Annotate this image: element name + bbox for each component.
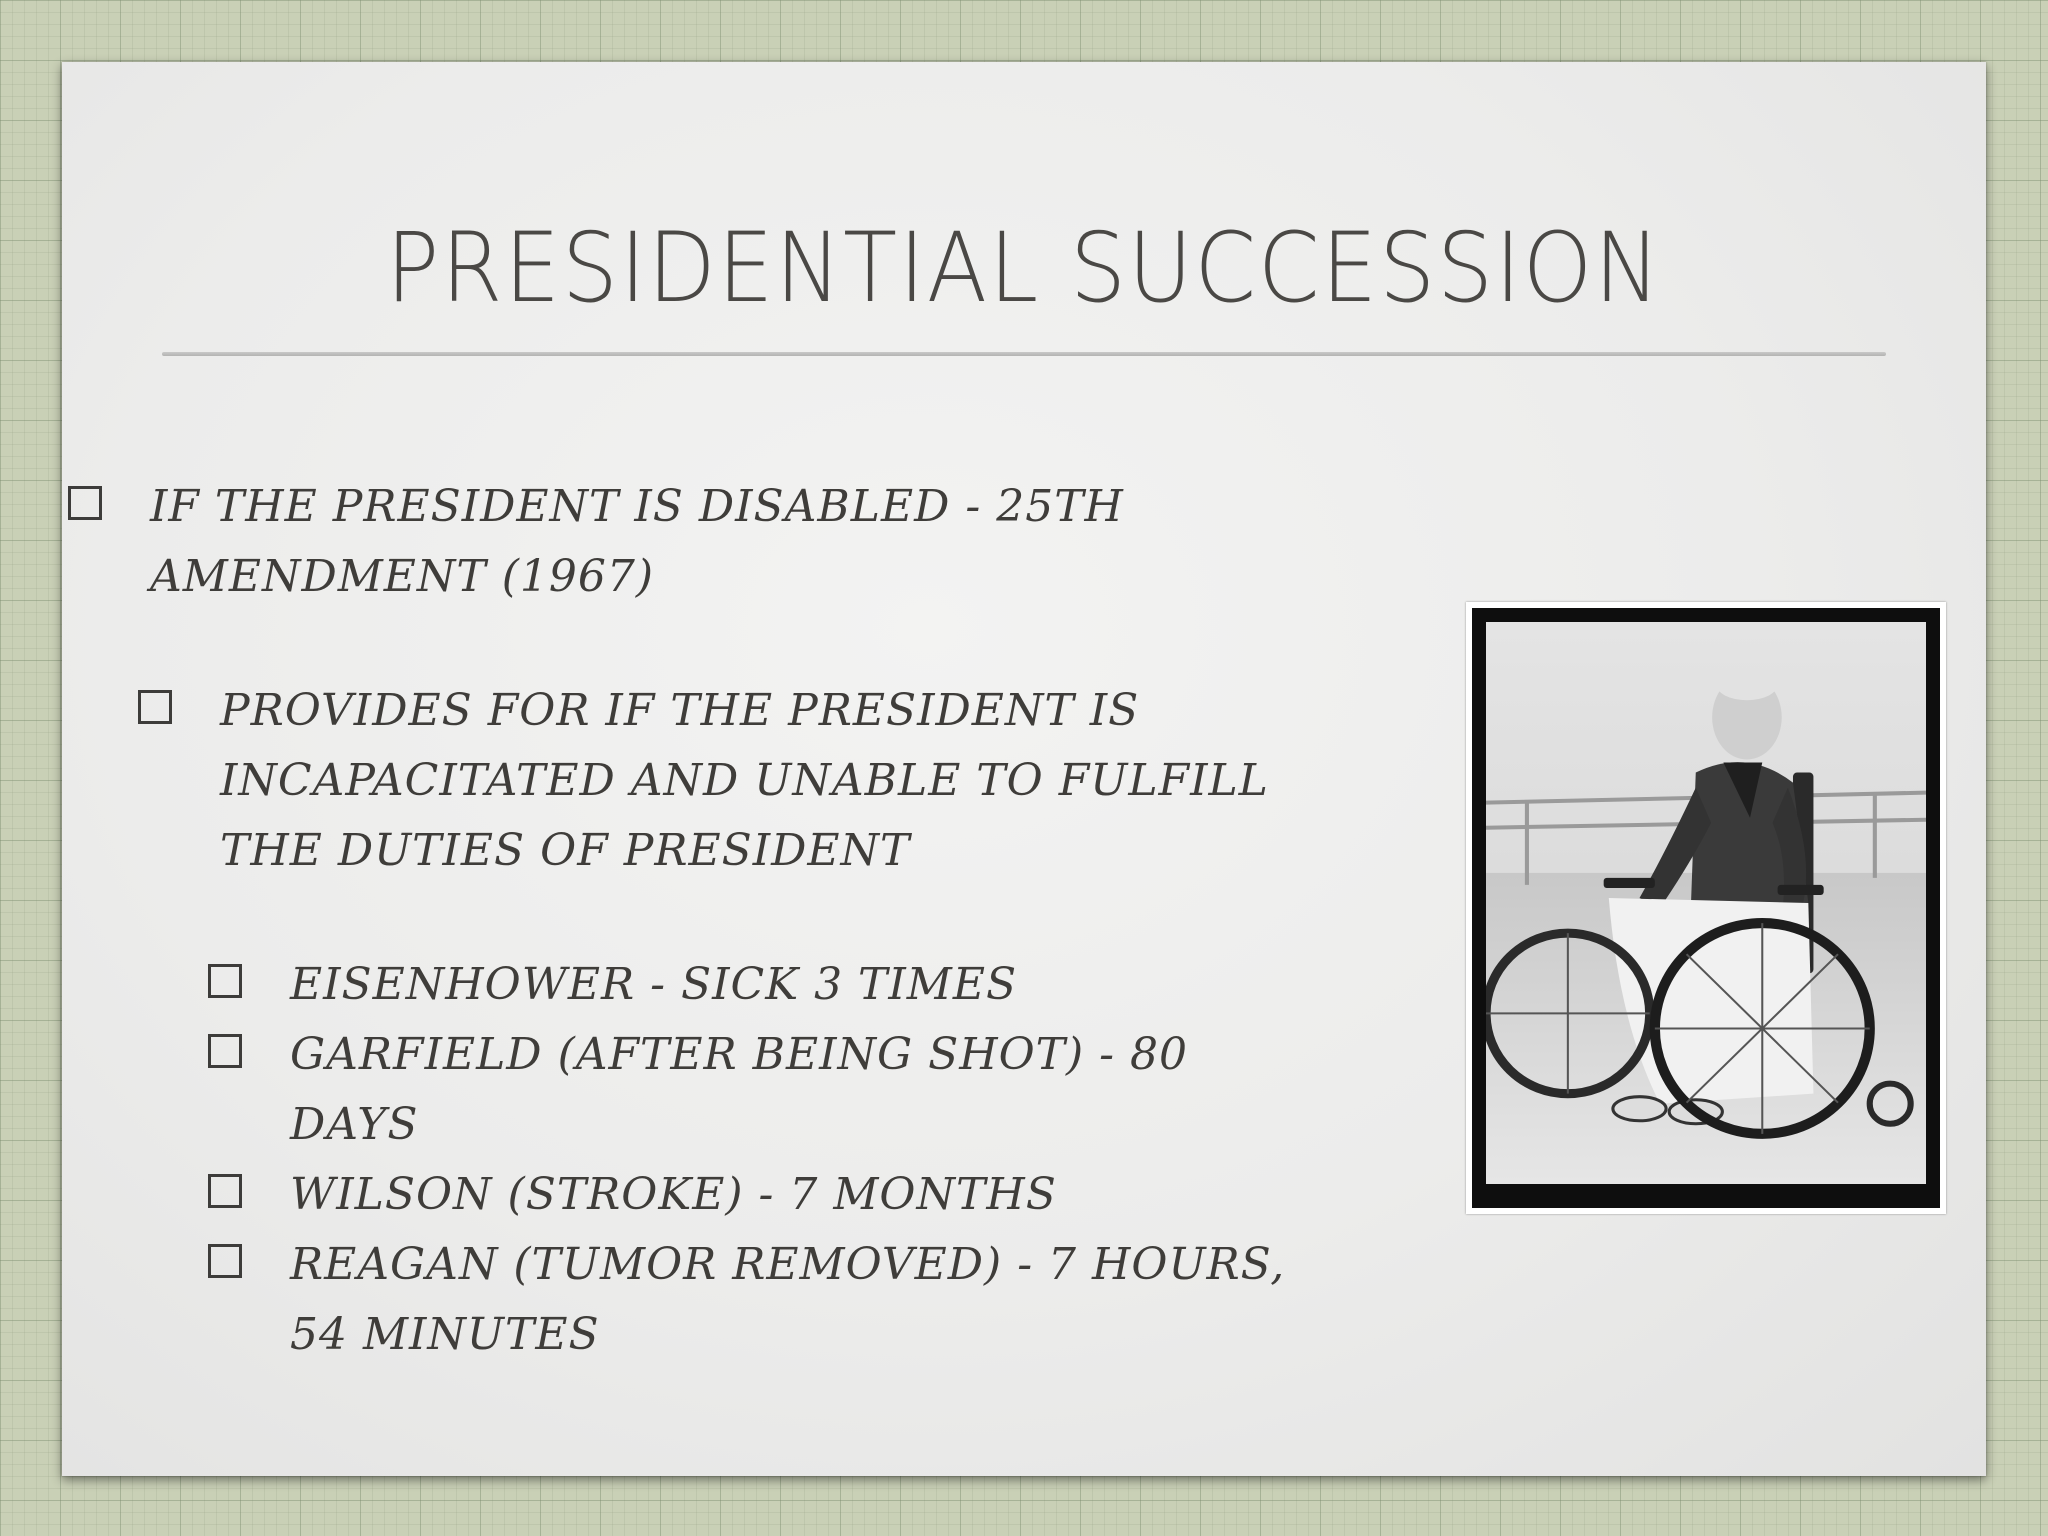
checkbox-icon <box>208 1244 242 1278</box>
bullet-level3 <box>208 1160 1057 1230</box>
checkbox-icon <box>138 690 172 724</box>
bullet-text: PROVIDES FOR IF THE PRESIDENT IS <box>220 685 1140 736</box>
bullet-text: 54 MINUTES <box>290 1309 600 1360</box>
checkbox-icon <box>208 964 242 998</box>
bullet-text: EISENHOWER - SICK 3 TIMES <box>290 959 1018 1010</box>
bullet-level3 <box>208 950 1017 1020</box>
bullet-text: AMENDMENT (1967) <box>150 551 655 602</box>
bullet-level2 <box>138 676 1269 886</box>
checkbox-icon <box>68 486 102 520</box>
bullet-text: WILSON (STROKE) - 7 MONTHS <box>290 1169 1057 1220</box>
man-in-wheelchair-photo <box>1486 622 1926 1184</box>
photo-border <box>1472 608 1940 1208</box>
bullet-text: IF THE PRESIDENT IS DISABLED - 25TH <box>150 481 1124 532</box>
bullet-text: REAGAN (TUMOR REMOVED) - 7 HOURS, <box>290 1239 1286 1290</box>
bullet-text: THE DUTIES OF PRESIDENT <box>220 825 911 876</box>
photo-frame <box>1466 602 1946 1214</box>
checkbox-icon <box>208 1174 242 1208</box>
slide-title: PRESIDENTIAL SUCCESSION <box>385 212 1663 324</box>
slide <box>62 62 1986 1476</box>
bullet-text: DAYS <box>290 1099 419 1150</box>
checkbox-icon <box>208 1034 242 1068</box>
bullet-text: INCAPACITATED AND UNABLE TO FULFILL <box>220 755 1269 806</box>
bullet-text: GARFIELD (AFTER BEING SHOT) - 80 <box>290 1029 1189 1080</box>
bullet-level1 <box>68 472 1124 612</box>
bullet-level3 <box>208 1230 1285 1370</box>
title-divider <box>162 352 1886 356</box>
bullet-level3 <box>208 1020 1188 1160</box>
